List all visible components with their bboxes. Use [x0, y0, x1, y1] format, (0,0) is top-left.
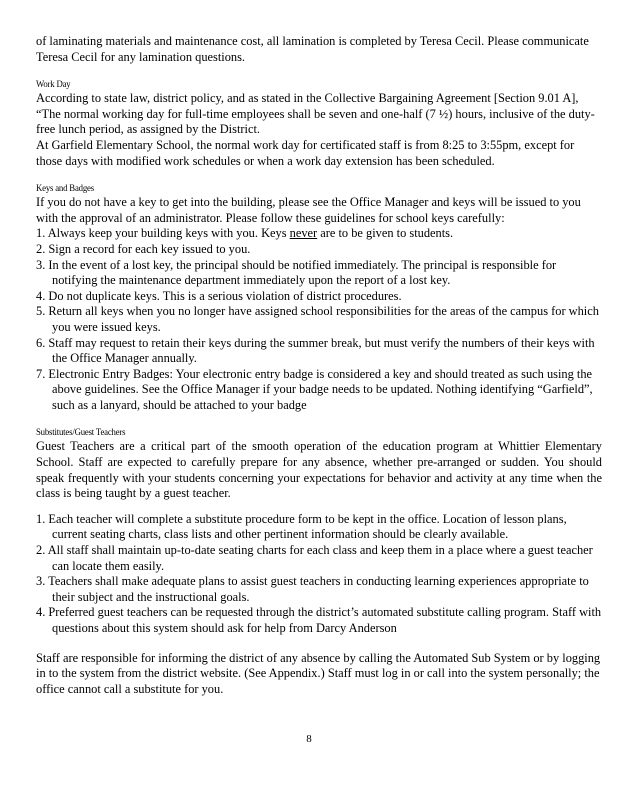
spacer: [36, 413, 602, 427]
keys-list-item: 7. Electronic Entry Badges: Your electronic entry badge is considered a key and should treated as such using the above guidelines. See the Office Manager if your badge needs to be updated. Nothing identifying “Garfield”, such as a lanyard, should be attached to your badge: [36, 366, 593, 412]
keys-list-item: 5. Return all keys when you no longer have assigned school responsibilities for the areas of the campus for which you were issued keys.: [36, 304, 599, 334]
work-day-paragraph-2: At Garfield Elementary School, the normal work day for certificated staff is from 8:25 to 3:55pm, except for those days with modified work schedules or when a work day extension has been scheduled.: [36, 137, 575, 168]
keys-heading: Keys and Badges: [36, 184, 94, 195]
substitutes-list: [36, 512, 602, 637]
spacer: [36, 502, 602, 512]
substitutes-list-item: 2. All staff shall maintain up-to-date seating charts for each class and keep them in a place where a guest teacher can locate them easily.: [36, 543, 593, 573]
work-day-paragraph-1: According to state law, district policy, and as stated in the Collective Bargaining Agreement [Section 9.01 A], “The normal working day for full-time employees shall be seven and one-half (7 ½) hours, inclusive of the duty-free lunch period, as assigned by the District.: [36, 91, 595, 137]
keys-list-item: 6. Staff may request to retain their keys during the summer break, but must verify the numbers of their keys with the Office Manager annually.: [36, 335, 595, 366]
substitutes-intro: Guest Teachers are a critical part of the smooth operation of the education program at Whittier Elementary School. Staff are expected to carefully prepare for any absence, whether pre-arranged or sudden. You should speak frequently with your students concerning your expectations for behavior and activity at any time when the class is being taught by a guest teacher.: [36, 439, 602, 501]
document-page: [36, 34, 602, 697]
keys-list: [36, 226, 602, 413]
spacer: [36, 169, 602, 183]
substitutes-list-item: 4. Preferred guest teachers can be requested through the district’s automated substitute calling program. Staff with questions about this system should ask for help from Darcy Anderson: [36, 605, 602, 635]
keys-list-item: 4. Do not duplicate keys. This is a serious violation of district procedures.: [36, 288, 402, 303]
keys-list-item: 1. Always keep your building keys with you. Keys never are to be given to students.: [36, 226, 454, 241]
keys-list-item: 2. Sign a record for each key issued to you.: [36, 241, 251, 256]
work-day-heading: Work Day: [36, 80, 71, 91]
spacer: [36, 637, 602, 651]
substitutes-heading: Substitutes/Guest Teachers: [36, 428, 126, 439]
substitutes-list-item: 1. Each teacher will complete a substitute procedure form to be kept in the office. Location of lesson plans, current seating charts, class lists and other pertinent information should be clearly available.: [36, 511, 567, 542]
substitutes-closing: Staff are responsible for informing the district of any absence by calling the Automated Sub System or by logging in to the system from the district website. (See Appendix.) Staff must log in or call into the system personally; the office cannot call a substitute for you.: [36, 650, 601, 696]
substitutes-list-item: 3. Teachers shall make adequate plans to assist guest teachers in conducting learning experiences appropriate to their subject and the instructional goals.: [36, 574, 589, 604]
spacer: [36, 65, 602, 79]
keys-intro: If you do not have a key to get into the building, please see the Office Manager and keys will be issued to you with the approval of an administrator. Please follow these guidelines for school keys carefully:: [36, 195, 581, 225]
page-number: 8: [306, 733, 312, 745]
keys-list-item: 3. In the event of a lost key, the principal should be notified immediately. The principal is responsible for notifying the maintenance department immediately upon the report of a lost key.: [36, 257, 557, 288]
intro-paragraph: of laminating materials and maintenance cost, all lamination is completed by Teresa Cecil. Please communicate Teresa Cecil for any lamination questions.: [36, 34, 589, 64]
